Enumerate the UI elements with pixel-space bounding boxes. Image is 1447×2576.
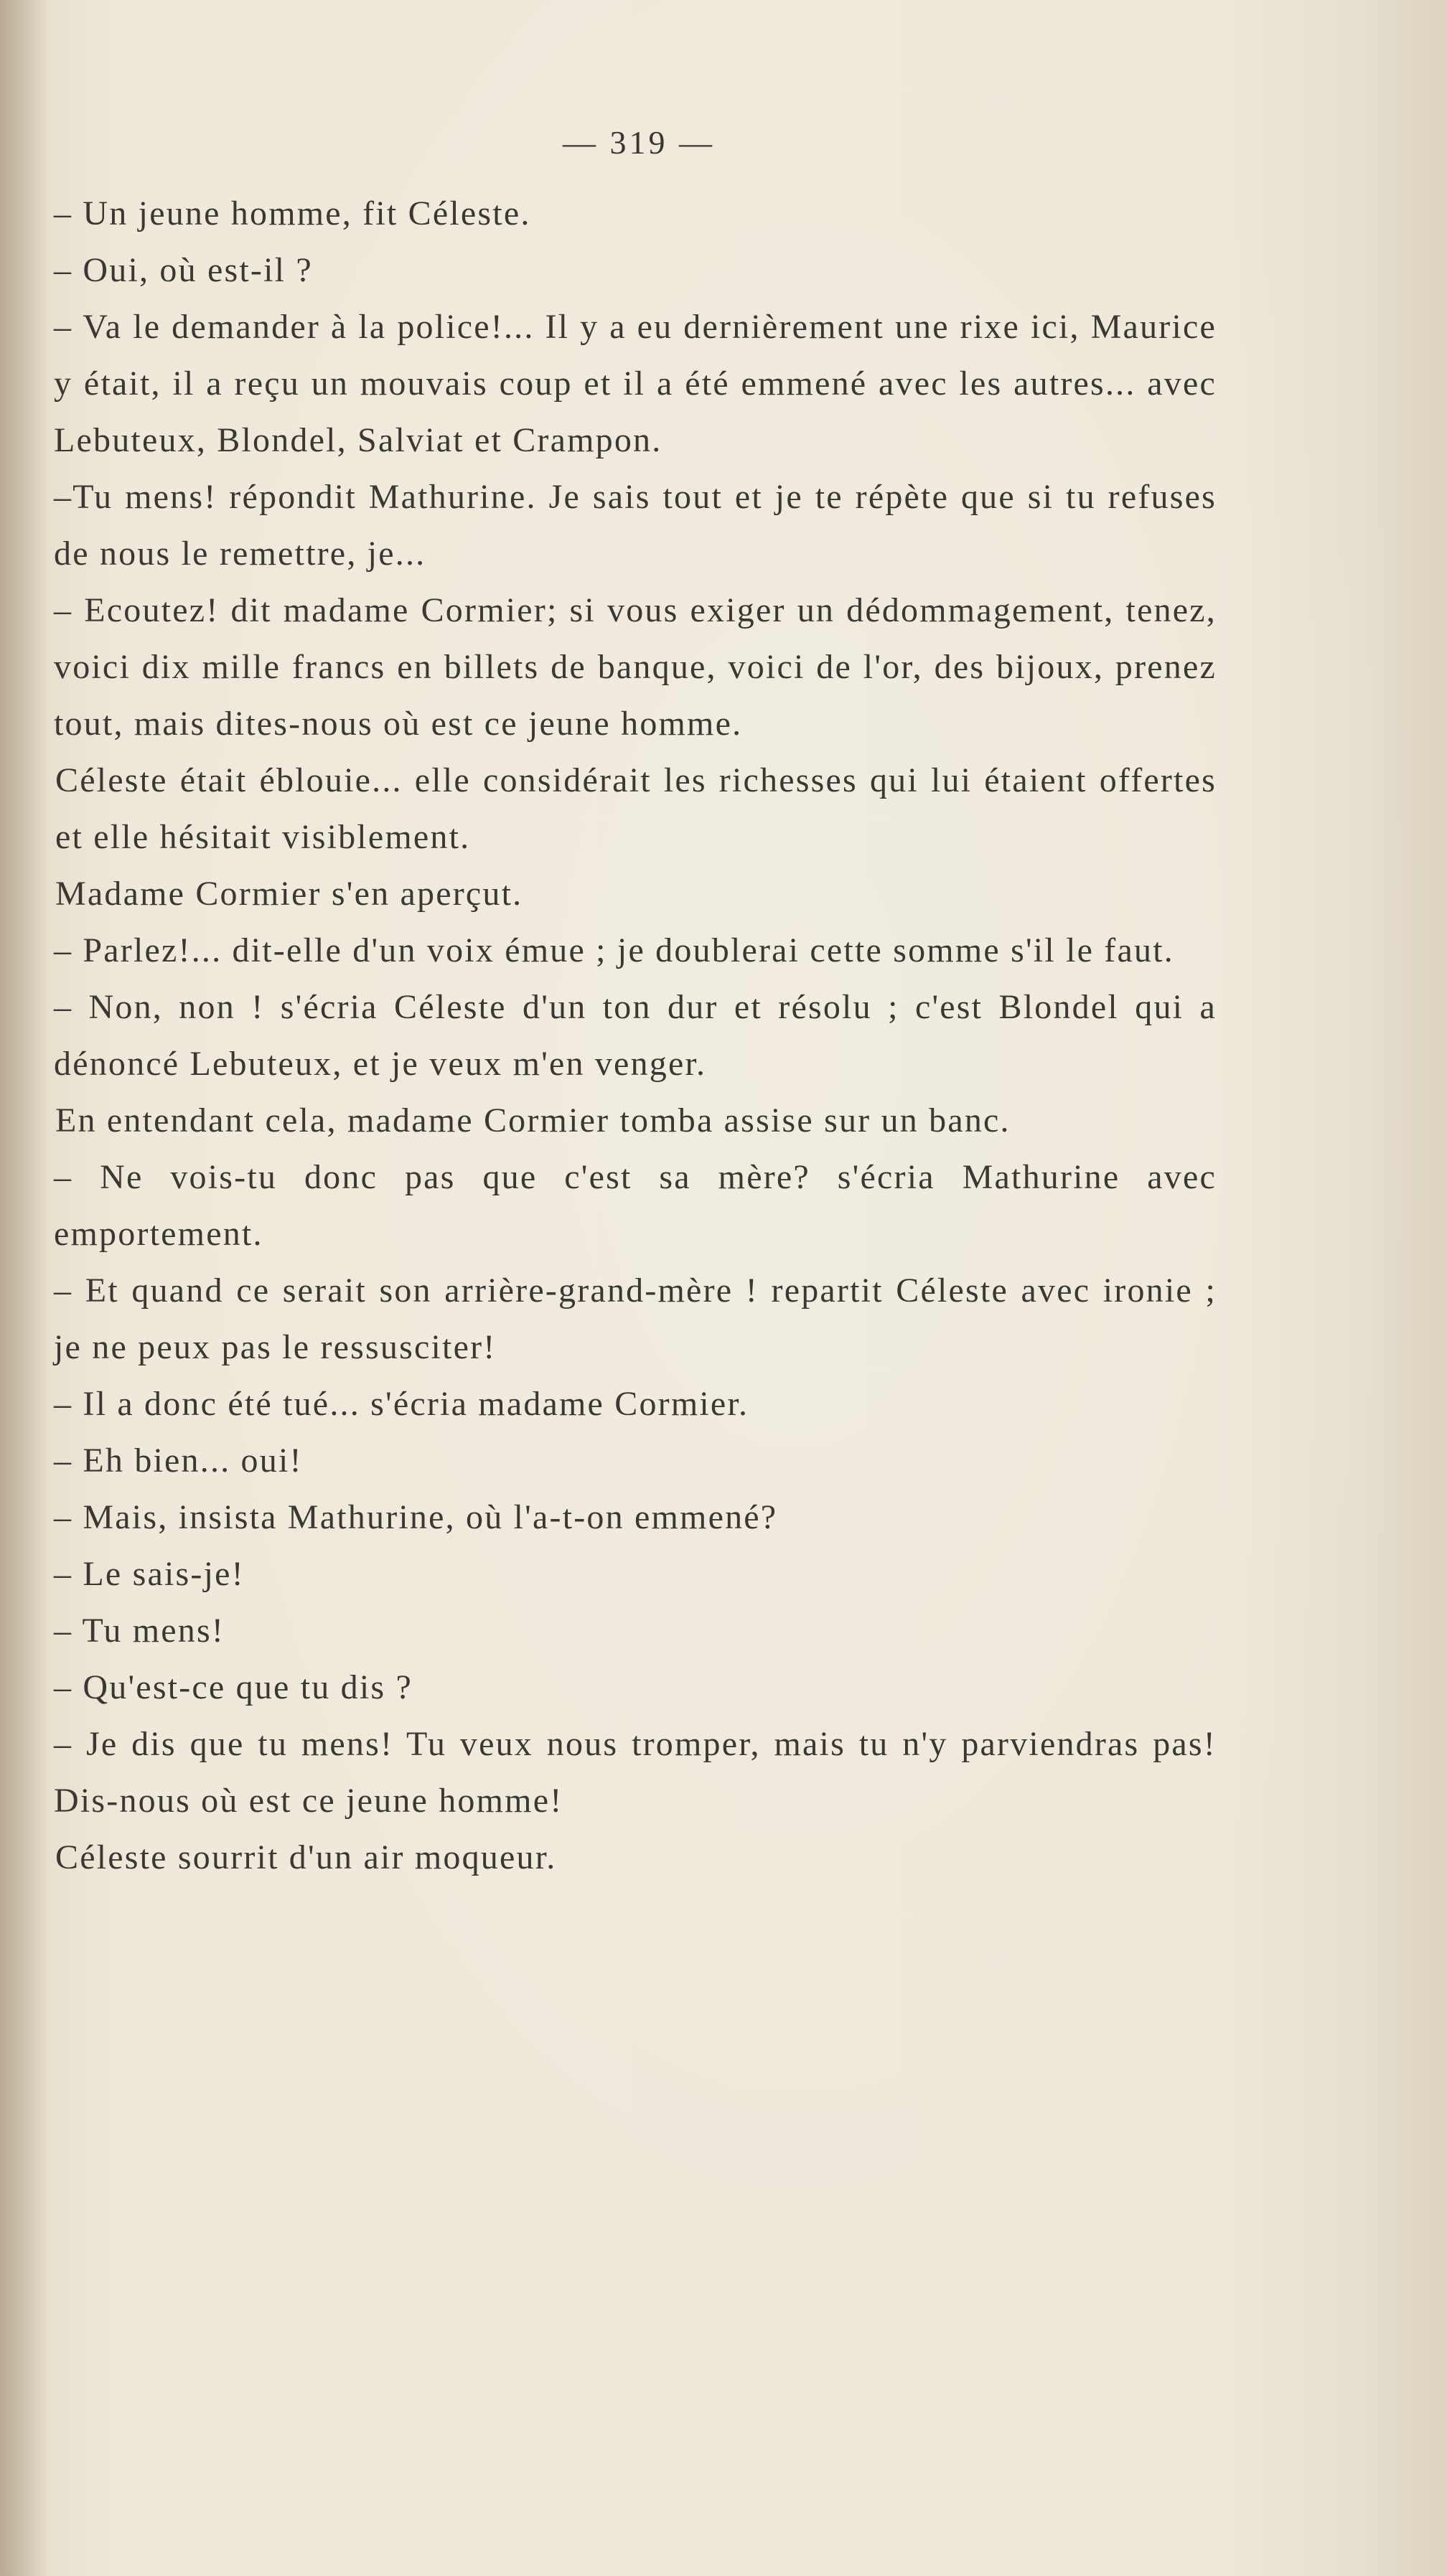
paragraph: – Un jeune homme, fit Céleste. [54, 194, 531, 232]
paragraph: – Tu mens! [54, 1612, 225, 1650]
body-text [54, 185, 1217, 1886]
paragraph: Madame Cormier s'en aperçut. [55, 875, 523, 913]
paragraph: – Et quand ce serait son arrière-grand-mère ! repartit Céleste avec ironie ; je ne peux pas le ressusciter! [54, 1271, 1217, 1366]
paragraph: – Ecoutez! dit madame Cormier; si vous exiger un dédommagement, tenez, voici dix mille francs en billets de banque, voici de l'or, des bijoux, prenez tout, mais dites-nous où est ce jeune homme. [54, 591, 1217, 743]
paragraph: – Oui, où est-il ? [54, 251, 313, 289]
paragraph: – Qu'est-ce que tu dis ? [54, 1668, 413, 1706]
paragraph: – Eh bien... oui! [54, 1442, 303, 1480]
paragraph: – Il a donc été tué... s'écria madame Cormier. [54, 1385, 749, 1423]
page-number: — 319 — [563, 124, 715, 161]
paragraph: Céleste sourrit d'un air moqueur. [55, 1838, 557, 1876]
paragraph: – Parlez!... dit-elle d'un voix émue ; je doublerai cette somme s'il le faut. [54, 931, 1174, 969]
paragraph: –Tu mens! répondit Mathurine. Je sais tout et je te répète que si tu refuses de nous le remettre, je... [54, 478, 1217, 573]
paragraph: En entendant cela, madame Cormier tomba assise sur un banc. [55, 1101, 1011, 1139]
paragraph: – Mais, insista Mathurine, où l'a-t-on emmené? [54, 1498, 778, 1536]
paragraph: – Le sais-je! [54, 1555, 245, 1593]
paragraph: – Je dis que tu mens! Tu veux nous tromper, mais tu n'y parviendras pas! Dis-nous où est ce jeune homme! [54, 1725, 1217, 1820]
paragraph: – Ne vois-tu donc pas que c'est sa mère? s'écria Mathurine avec emportement. [54, 1158, 1217, 1253]
paragraph: – Va le demander à la police!... Il y a eu dernièrement une rixe ici, Maurice y était, il a reçu un mouvais coup et il a été emmené avec les autres... avec Lebuteux, Blondel, Salviat et Crampon. [54, 308, 1217, 459]
paragraph: – Non, non ! s'écria Céleste d'un ton dur et résolu ; c'est Blondel qui a dénoncé Lebuteux, et je veux m'en venger. [54, 988, 1217, 1083]
paragraph: Céleste était éblouie... elle considérait les richesses qui lui étaient offertes et elle hésitait visiblement. [55, 761, 1217, 856]
binding-gutter-shadow [0, 0, 50, 2576]
